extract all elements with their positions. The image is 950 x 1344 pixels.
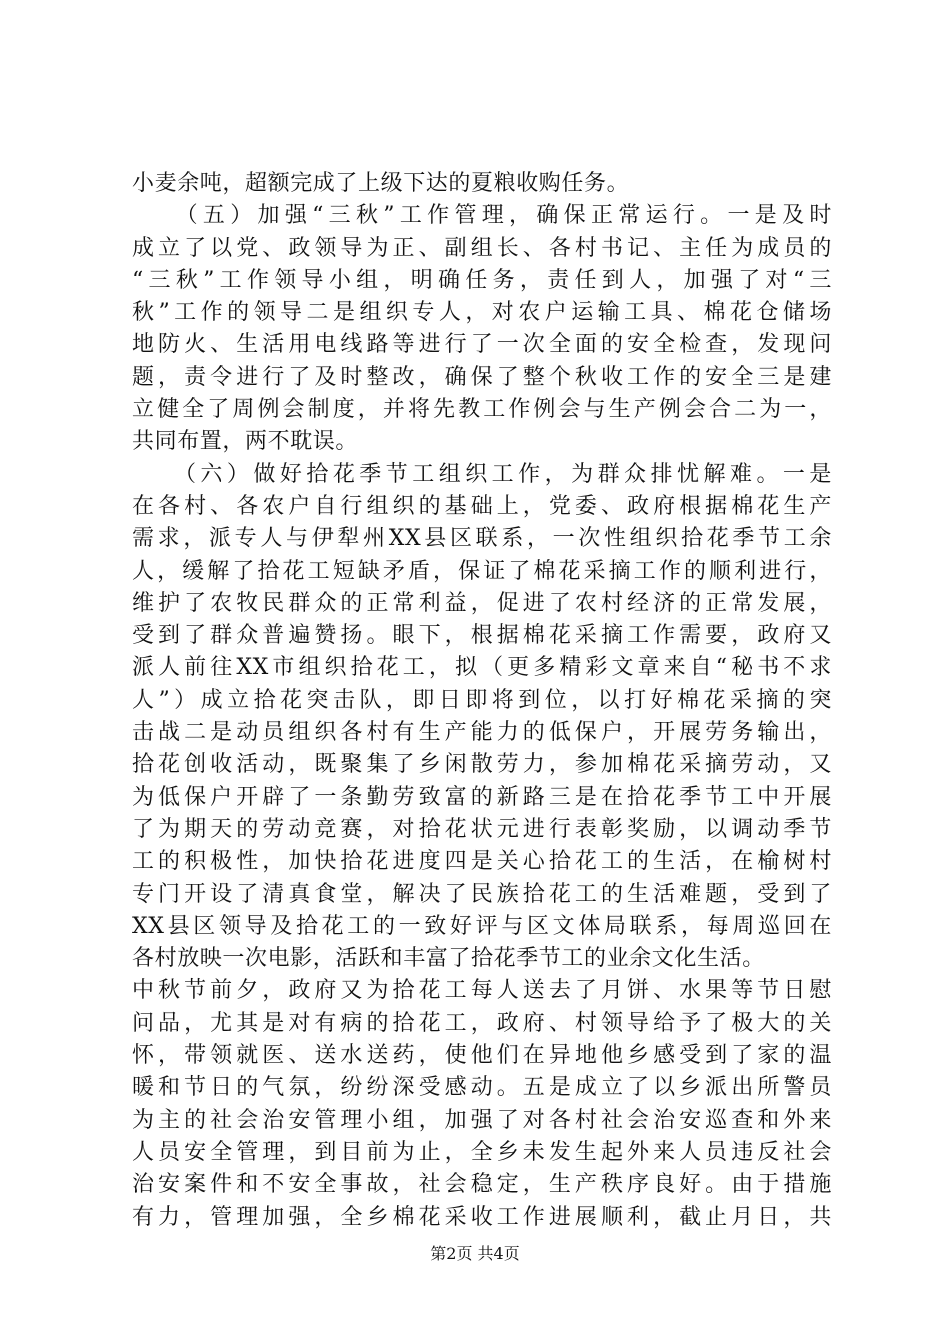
text-line: 专门开设了清真食堂，解决了民族拾花工的生活难题，受到了 xyxy=(132,881,832,907)
text-line: “三秋”工作领导小组，明确任务，责任到人，加强了对“三 xyxy=(132,267,832,293)
text-line: 小麦余吨，超额完成了上级下达的夏粮收购任务。 xyxy=(132,171,630,196)
text-line: 在各村、各农户自行组织的基础上，党委、政府根据棉花生产 xyxy=(132,493,832,519)
text-line: 派人前往XX市组织拾花工，拟（更多精彩文章来自“秘书不求 xyxy=(132,655,832,681)
text-line: 有力，管理加强，全乡棉花采收工作进展顺利，截止月日，共 xyxy=(132,1204,832,1230)
text-line: 需求，派专人与伊犁州XX县区联系，一次性组织拾花季节工余 xyxy=(132,526,832,552)
body-text xyxy=(132,168,832,1234)
text-line: 为低保户开辟了一条勤劳致富的新路三是在拾花季节工中开展 xyxy=(132,784,832,810)
text-line: （六）做好拾花季节工组织工作，为群众排忧解难。一是 xyxy=(132,461,832,487)
text-line: 治安案件和不安全事故，社会稳定，生产秩序良好。由于措施 xyxy=(132,1172,832,1198)
text-line: 击战二是动员组织各村有生产能力的低保户，开展劳务输出， xyxy=(132,720,832,746)
text-line: 受到了群众普遍赞扬。眼下，根据棉花采摘工作需要，政府又 xyxy=(132,623,832,649)
text-line: 共同布置，两不耽误。 xyxy=(132,429,359,455)
text-line: 人”）成立拾花突击队，即日即将到位，以打好棉花采摘的突 xyxy=(132,687,832,713)
text-line: 为主的社会治安管理小组，加强了对各村社会治安巡查和外来 xyxy=(132,1107,832,1133)
text-line: 题，责令进行了及时整改，确保了整个秋收工作的安全三是建 xyxy=(132,364,832,390)
text-line: 工的积极性，加快拾花进度四是关心拾花工的生活，在榆树村 xyxy=(132,849,832,875)
text-line: 怀，带领就医、送水送药，使他们在异地他乡感受到了家的温 xyxy=(132,1043,832,1069)
text-line: 成立了以党、政领导为正、副组长、各村书记、主任为成员的 xyxy=(132,235,832,261)
text-line: 秋”工作的领导二是组织专人，对农户运输工具、棉花仓储场 xyxy=(132,300,832,326)
text-line: 中秋节前夕，政府又为拾花工每人送去了月饼、水果等节日慰 xyxy=(132,978,832,1004)
text-line: 地防火、生活用电线路等进行了一次全面的安全检查，发现问 xyxy=(132,332,832,358)
text-line: 各村放映一次电影，活跃和丰富了拾花季节工的业余文化生活。 xyxy=(132,946,765,972)
text-line: 维护了农牧民群众的正常利益，促进了农村经济的正常发展， xyxy=(132,590,832,616)
text-line: （五）加强“三秋”工作管理，确保正常运行。一是及时 xyxy=(132,203,832,229)
text-line: 暖和节日的气氛，纷纷深受感动。五是成立了以乡派出所警员 xyxy=(132,1075,832,1101)
text-line: 问品，尤其是对有病的拾花工，政府、村领导给予了极大的关 xyxy=(132,1010,832,1036)
text-line: 拾花创收活动，既聚集了乡闲散劳力，参加棉花采摘劳动，又 xyxy=(132,752,832,778)
text-line: 人，缓解了拾花工短缺矛盾，保证了棉花采摘工作的顺利进行， xyxy=(132,558,832,584)
text-line: XX县区领导及拾花工的一致好评与区文体局联系，每周巡回在 xyxy=(132,913,832,939)
text-line: 了为期天的劳动竞赛，对拾花状元进行表彰奖励，以调动季节 xyxy=(132,816,832,842)
text-line: 立健全了周例会制度，并将先教工作例会与生产例会合二为一， xyxy=(132,397,832,423)
text-line: 人员安全管理，到目前为止，全乡未发生起外来人员违反社会 xyxy=(132,1139,832,1165)
page-footer: 第2页 共4页 xyxy=(430,1244,520,1263)
